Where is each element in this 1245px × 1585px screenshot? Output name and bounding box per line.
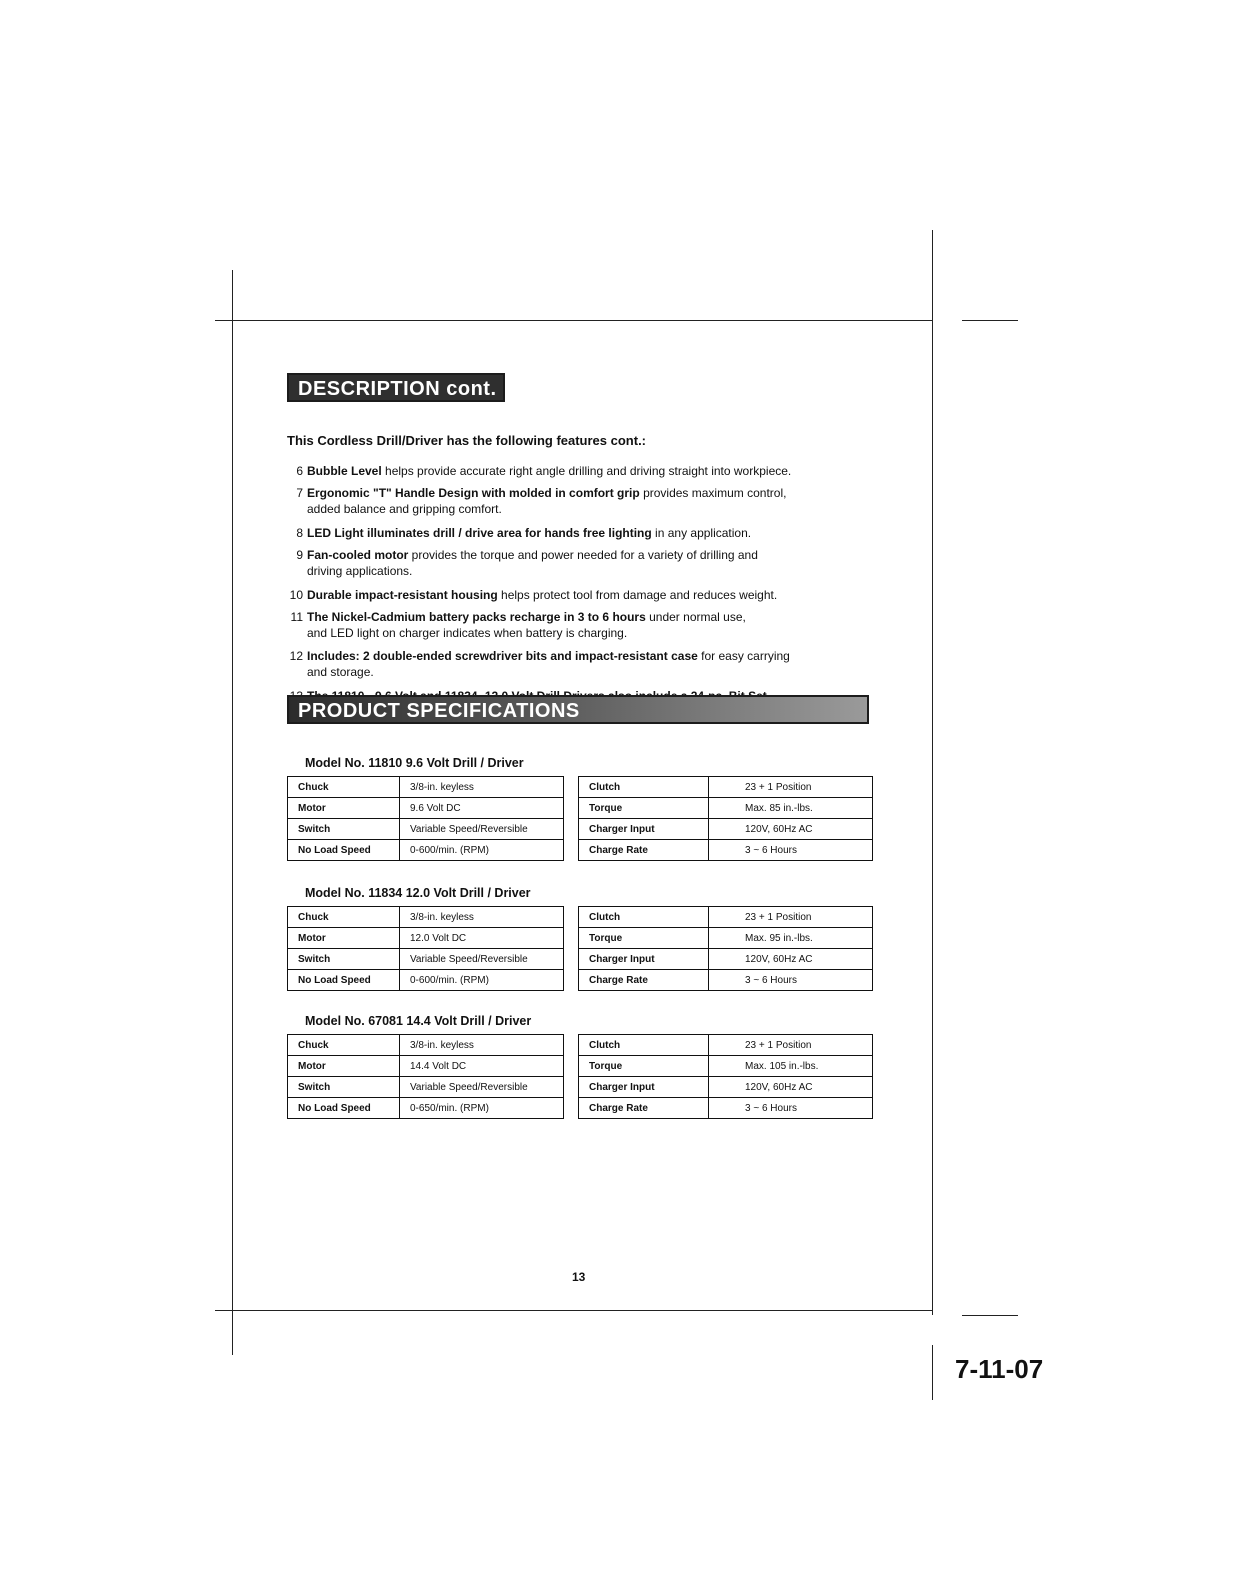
feature-bold-text: Includes: 2 double-ended screwdriver bits and impact-resistant case xyxy=(307,649,698,663)
spec-row xyxy=(288,798,564,819)
feature-plain-text: provides the torque and power needed for a variety of drilling and xyxy=(408,548,758,562)
spec-label: Clutch xyxy=(579,907,709,928)
feature-plain-text: provides maximum control, xyxy=(639,486,787,500)
spec-row xyxy=(579,819,873,840)
spec-value: Variable Speed/Reversible xyxy=(400,819,564,840)
spec-label: Motor xyxy=(288,798,400,819)
description-intro: This Cordless Drill/Driver has the following features cont.: xyxy=(287,433,647,448)
feature-bold-text: Fan-cooled motor xyxy=(307,548,409,562)
spec-value: 23 + 1 Position xyxy=(709,777,873,798)
spec-row xyxy=(579,907,873,928)
crop-mark-right-top xyxy=(962,320,1018,321)
spec-label: Charger Input xyxy=(579,949,709,970)
spec-value: 0-600/min. (RPM) xyxy=(400,840,564,861)
feature-text xyxy=(307,609,879,641)
spec-value: 0-600/min. (RPM) xyxy=(400,970,564,991)
feature-continuation: and storage. xyxy=(307,665,374,679)
feature-text xyxy=(307,485,879,517)
feature-text xyxy=(307,547,879,579)
spec-row xyxy=(288,840,564,861)
feature-text xyxy=(307,587,879,603)
frame-right xyxy=(932,230,933,1315)
spec-label: No Load Speed xyxy=(288,840,400,861)
spec-row xyxy=(579,949,873,970)
spec-label: Motor xyxy=(288,1056,400,1077)
spec-value: 9.6 Volt DC xyxy=(400,798,564,819)
spec-label: Charger Input xyxy=(579,819,709,840)
spec-value: 3/8-in. keyless xyxy=(400,907,564,928)
feature-plain-text: under normal use, xyxy=(645,610,746,624)
spec-label: Switch xyxy=(288,1077,400,1098)
spec-row xyxy=(288,1077,564,1098)
spec-label: Torque xyxy=(579,1056,709,1077)
spec-label: Chuck xyxy=(288,777,400,798)
spec-value: Variable Speed/Reversible xyxy=(400,949,564,970)
feature-continuation: and LED light on charger indicates when battery is charging. xyxy=(307,626,628,640)
spec-value: 12.0 Volt DC xyxy=(400,928,564,949)
feature-bold-text: The Nickel-Cadmium battery packs recharge in 3 to 6 hours xyxy=(307,610,646,624)
spec-value: 14.4 Volt DC xyxy=(400,1056,564,1077)
spec-label: Torque xyxy=(579,798,709,819)
crop-mark-right-lower xyxy=(962,1315,1018,1316)
spec-row xyxy=(579,1098,873,1119)
feature-continuation: driving applications. xyxy=(307,564,413,578)
spec-value: 3 ~ 6 Hours xyxy=(709,1098,873,1119)
feature-number: 6 xyxy=(296,464,303,478)
spec-value: Variable Speed/Reversible xyxy=(400,1077,564,1098)
model-title: Model No. 11810 9.6 Volt Drill / Driver xyxy=(305,756,524,770)
spec-value: 3 ~ 6 Hours xyxy=(709,970,873,991)
spec-label: Switch xyxy=(288,949,400,970)
spec-row xyxy=(579,928,873,949)
spec-row xyxy=(288,1056,564,1077)
frame-left xyxy=(232,320,233,1310)
feature-plain-text: helps provide accurate right angle drilling and driving straight into workpiece. xyxy=(381,464,792,478)
feature-bold-text: LED Light illuminates drill / drive area for hands free lighting xyxy=(307,526,652,540)
spec-row xyxy=(579,798,873,819)
feature-plain-text: for easy carrying xyxy=(697,649,790,663)
spec-label: Switch xyxy=(288,819,400,840)
spec-row xyxy=(288,777,564,798)
specifications-heading: PRODUCT SPECIFICATIONS xyxy=(287,695,869,724)
frame-bottom xyxy=(215,1310,933,1311)
spec-row xyxy=(288,819,564,840)
feature-number: 9 xyxy=(296,548,303,562)
spec-value: 23 + 1 Position xyxy=(709,1035,873,1056)
frame-top xyxy=(215,320,933,321)
spec-label: Charge Rate xyxy=(579,840,709,861)
crop-mark-left-bottom xyxy=(232,1310,233,1355)
spec-label: Clutch xyxy=(579,777,709,798)
feature-plain-text: in any application. xyxy=(651,526,752,540)
model-title: Model No. 67081 14.4 Volt Drill / Driver xyxy=(305,1014,532,1028)
spec-table-left xyxy=(287,1034,564,1119)
spec-label: Motor xyxy=(288,928,400,949)
spec-value: Max. 105 in.-lbs. xyxy=(709,1056,873,1077)
spec-row xyxy=(579,1056,873,1077)
spec-row xyxy=(288,907,564,928)
spec-value: Max. 95 in.-lbs. xyxy=(709,928,873,949)
spec-label: Torque xyxy=(579,928,709,949)
feature-bold-text: Durable impact-resistant housing xyxy=(307,588,498,602)
feature-text xyxy=(307,525,879,541)
spec-row xyxy=(579,840,873,861)
feature-number: 8 xyxy=(296,526,303,540)
description-heading: DESCRIPTION cont. xyxy=(287,373,505,402)
spec-label: Charger Input xyxy=(579,1077,709,1098)
spec-label: Charge Rate xyxy=(579,1098,709,1119)
spec-value: 3 ~ 6 Hours xyxy=(709,840,873,861)
spec-value: 23 + 1 Position xyxy=(709,907,873,928)
feature-number: 11 xyxy=(290,610,303,624)
spec-table-right xyxy=(578,906,873,991)
spec-table-right xyxy=(578,776,873,861)
feature-bold-text: Bubble Level xyxy=(307,464,382,478)
crop-mark-left-top xyxy=(232,270,233,322)
spec-label: No Load Speed xyxy=(288,970,400,991)
spec-row xyxy=(579,1077,873,1098)
feature-number: 12 xyxy=(289,649,303,663)
spec-label: No Load Speed xyxy=(288,1098,400,1119)
date-stamp: 7-11-07 xyxy=(955,1354,1044,1384)
spec-value: 3/8-in. keyless xyxy=(400,1035,564,1056)
spec-row xyxy=(579,777,873,798)
crop-mark-right-bottom xyxy=(932,1345,933,1400)
spec-label: Chuck xyxy=(288,1035,400,1056)
page-number: 13 xyxy=(572,1270,586,1284)
spec-value: 120V, 60Hz AC xyxy=(709,949,873,970)
feature-continuation: added balance and gripping comfort. xyxy=(307,502,502,516)
spec-table-right xyxy=(578,1034,873,1119)
spec-value: 120V, 60Hz AC xyxy=(709,1077,873,1098)
feature-number: 10 xyxy=(289,588,303,602)
feature-text xyxy=(307,648,879,680)
spec-row xyxy=(288,949,564,970)
spec-row xyxy=(288,928,564,949)
spec-row xyxy=(288,1098,564,1119)
spec-value: Max. 85 in.-lbs. xyxy=(709,798,873,819)
spec-row xyxy=(288,970,564,991)
spec-label: Charge Rate xyxy=(579,970,709,991)
feature-plain-text: helps protect tool from damage and reduces weight. xyxy=(497,588,778,602)
spec-value: 120V, 60Hz AC xyxy=(709,819,873,840)
model-title: Model No. 11834 12.0 Volt Drill / Driver xyxy=(305,886,531,900)
feature-number: 7 xyxy=(296,486,303,500)
spec-row xyxy=(579,970,873,991)
spec-table-left xyxy=(287,906,564,991)
spec-value: 0-650/min. (RPM) xyxy=(400,1098,564,1119)
spec-value: 3/8-in. keyless xyxy=(400,777,564,798)
feature-bold-text: Ergonomic "T" Handle Design with molded in comfort grip xyxy=(307,486,640,500)
spec-table-left xyxy=(287,776,564,861)
spec-label: Clutch xyxy=(579,1035,709,1056)
spec-row xyxy=(579,1035,873,1056)
feature-text xyxy=(307,463,879,479)
spec-label: Chuck xyxy=(288,907,400,928)
spec-row xyxy=(288,1035,564,1056)
